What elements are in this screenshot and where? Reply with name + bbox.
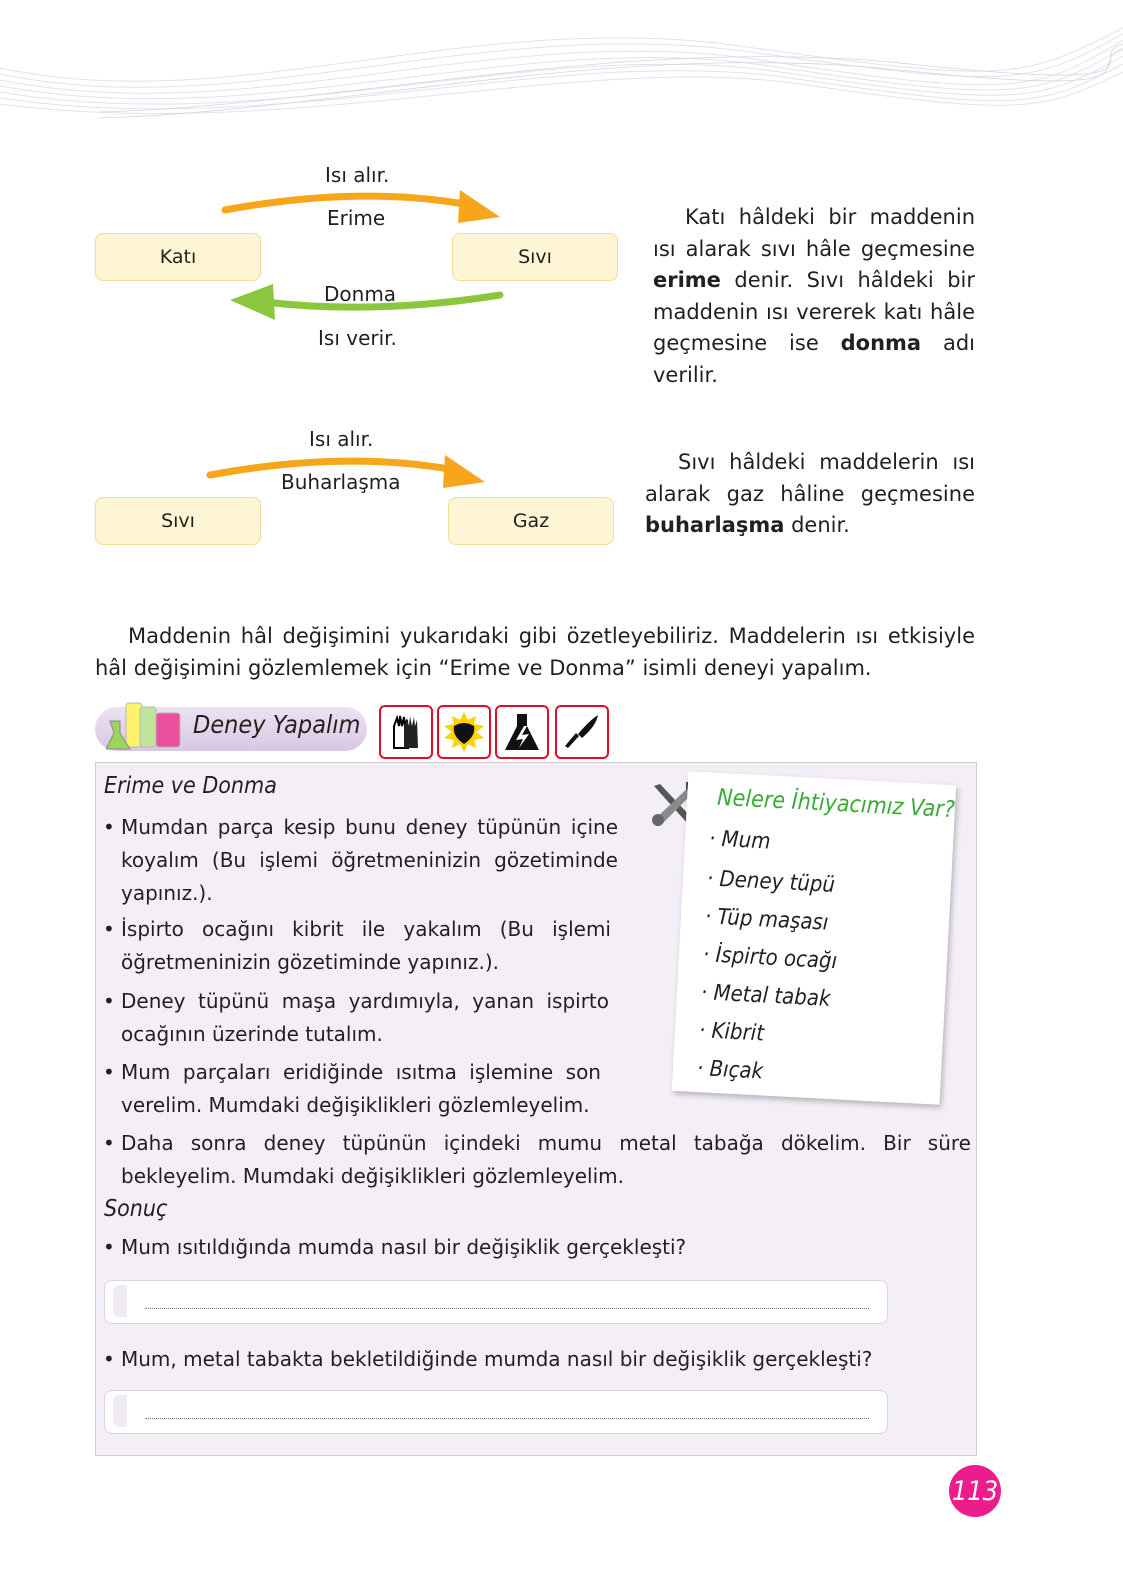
summary-paragraph: Maddenin hâl değişimini yukarıdaki gibi özetleyebiliriz. Maddelerin ısı etkisiyle hâl değişimini gözlemlemek için “Erime ve Donma” isimli deneyi yapalım. <box>95 624 975 680</box>
diagram1-top-process: Erime <box>327 206 386 230</box>
hazard-chemical <box>495 705 549 759</box>
chemical-flask-icon <box>502 712 542 752</box>
list-item: · İspirto ocağı <box>702 942 838 975</box>
heat-glove-icon <box>442 710 486 754</box>
state-box-gas: Gaz <box>448 497 614 545</box>
state-box-liquid: Sıvı <box>452 233 618 281</box>
diagram2-top-label: Isı alır. <box>309 427 374 451</box>
lab-glassware-icon <box>106 697 186 753</box>
gloves-icon <box>386 712 426 752</box>
answer-field-2[interactable] <box>104 1390 888 1434</box>
hazard-gloves <box>379 705 433 759</box>
list-item: · Tüp maşası <box>704 904 829 936</box>
activity-banner-title: Deney Yapalım <box>193 710 361 739</box>
diagram1-bottom-process: Donma <box>324 282 397 306</box>
diagram1-top-label: Isı alır. <box>325 163 390 187</box>
list-item: · Bıçak <box>696 1056 764 1085</box>
needs-title: Nelere İhtiyacımız Var? <box>716 784 956 824</box>
buharlasma-explanation: Sıvı hâldeki maddelerin ısı alarak gaz hâline geçmesine buharlaşma denir. <box>645 450 975 537</box>
needs-note <box>672 771 956 1105</box>
page-number: 113 <box>949 1465 1001 1517</box>
hazard-heat-glove <box>437 705 491 759</box>
arrow-left-green-icon <box>225 280 510 325</box>
list-item: · Deney tüpü <box>706 866 836 899</box>
state-box-liquid: Sıvı <box>95 497 261 545</box>
diagram1-bottom-label: Isı verir. <box>318 326 397 350</box>
list-item: · Mum <box>708 826 772 855</box>
knife-icon <box>562 712 602 752</box>
activity-title: Erime ve Donma <box>104 773 277 799</box>
answer-field-1[interactable] <box>104 1280 888 1324</box>
header-wave-decoration <box>0 0 1123 140</box>
diagram2-top-process: Buharlaşma <box>281 470 401 494</box>
list-item: · Metal tabak <box>700 980 832 1012</box>
result-title: Sonuç <box>104 1196 168 1222</box>
state-box-solid: Katı <box>95 233 261 281</box>
erime-donma-explanation: Katı hâldeki bir maddenin ısı alarak sıvı hâle geçmesine erime denir. Sıvı hâldeki bir maddenin ısı vererek katı hâle geçmesine ise donma adı verilir. <box>653 205 975 387</box>
list-item: · Kibrit <box>698 1018 765 1047</box>
hazard-knife <box>555 705 609 759</box>
